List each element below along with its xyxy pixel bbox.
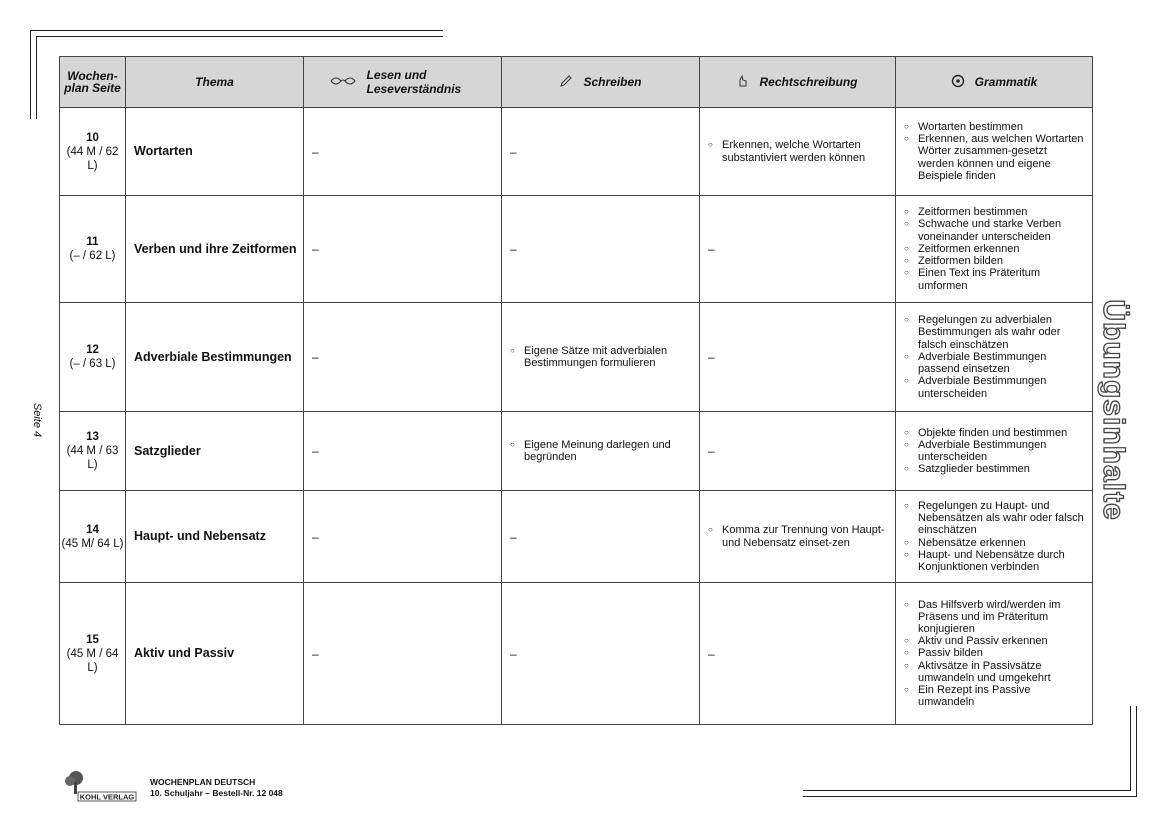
- bullet-list: [904, 119, 1086, 184]
- cell-recht: –: [700, 196, 896, 303]
- frame-line-left-inner: [36, 36, 37, 119]
- footer-order: 10. Schuljahr – Bestell-Nr. 12 048: [150, 788, 283, 798]
- bullet-item: ○ Nebensätze erkennen: [904, 537, 1086, 549]
- frame-line-bottom-inner: [803, 790, 1131, 791]
- cell-thema: Verben und ihre Zeitformen: [126, 196, 304, 303]
- page-ref: (– / 62 L): [69, 250, 116, 262]
- bullet-item: ○ Wortarten bestimmen: [904, 121, 1086, 133]
- bullet-list: [708, 137, 889, 165]
- lesson-plan-table: [59, 56, 1093, 725]
- publisher-logo: [62, 770, 140, 802]
- cell-thema: Haupt- und Nebensatz: [126, 491, 304, 583]
- page-number: 11: [86, 236, 99, 248]
- frame-line-right-outer: [1136, 706, 1137, 797]
- cell-recht: [700, 108, 896, 196]
- cell-lesen: –: [304, 303, 502, 412]
- bullet-item: ○ Adverbiale Bestimmungen passend einsetzen: [904, 351, 1086, 375]
- bullet-item: ○ Komma zur Trennung von Haupt- und Nebensatz einset-zen: [708, 524, 889, 548]
- cell-recht: [700, 491, 896, 583]
- bullet-item: ○ Eigene Meinung darlegen und begründen: [510, 439, 693, 463]
- cell-recht: –: [700, 412, 896, 491]
- page-ref: (45 M/ 64 L): [61, 537, 124, 550]
- cell-seite: [60, 491, 126, 583]
- cell-thema: Satzglieder: [126, 412, 304, 491]
- bullet-item: ○ Adverbiale Bestimmungen unterscheiden: [904, 375, 1086, 399]
- frame-line-right-inner: [1130, 706, 1131, 791]
- page-ref: (44 M / 63 L): [66, 445, 119, 471]
- page-number: 10: [86, 131, 99, 144]
- bullet-item: ○ Aktivsätze in Passivsätze umwandeln und umgekehrt: [904, 660, 1086, 684]
- cell-gramm: [896, 108, 1093, 196]
- bullet-item: ○ Einen Text ins Präteritum umformen: [904, 267, 1086, 291]
- target-icon: [951, 74, 965, 91]
- cell-lesen: –: [304, 491, 502, 583]
- table-row: [60, 491, 1093, 583]
- bullet-list: [708, 522, 889, 550]
- bullet-list: [904, 498, 1086, 575]
- bullet-item: ○ Erkennen, aus welchen Wortarten Wörter zusammen-gesetzt werden können und eigene Beispiele finden: [904, 133, 1086, 182]
- bullet-item: ○ Schwache und starke Verben voneinander unterscheiden: [904, 218, 1086, 242]
- header-gramm: Grammatik: [896, 57, 1093, 108]
- cell-recht: –: [700, 303, 896, 412]
- bullet-item: ○ Regelungen zu adverbialen Bestimmungen als wahr oder falsch einschätzen: [904, 314, 1086, 351]
- cell-gramm: [896, 196, 1093, 303]
- cell-schreiben: –: [502, 108, 700, 196]
- cell-lesen: –: [304, 412, 502, 491]
- bullet-item: ○ Eigene Sätze mit adverbialen Bestimmungen formulieren: [510, 345, 693, 369]
- footer-title: WOCHENPLAN DEUTSCH: [150, 777, 256, 787]
- bullet-item: ○ Zeitformen bestimmen: [904, 206, 1086, 218]
- glasses-icon: [329, 74, 357, 91]
- frame-line-top-inner: [36, 36, 443, 37]
- bullet-item: ○ Erkennen, welche Wortarten substantiviert werden können: [708, 139, 889, 163]
- cell-seite: [60, 583, 126, 725]
- table-row: [60, 108, 1093, 196]
- cell-gramm: [896, 583, 1093, 725]
- frame-line-left-outer: [30, 30, 31, 119]
- bullet-item: ○ Satzglieder bestimmen: [904, 463, 1086, 475]
- cell-seite: [60, 303, 126, 412]
- cell-recht: –: [700, 583, 896, 725]
- page-ref: (45 M / 64 L): [66, 647, 119, 674]
- bullet-list: [904, 597, 1086, 711]
- cell-schreiben: [502, 303, 700, 412]
- bullet-list: [904, 425, 1086, 478]
- header-recht: Rechtschreibung: [700, 57, 896, 108]
- cell-lesen: –: [304, 108, 502, 196]
- publisher-name: KOHL VERLAG: [79, 792, 135, 802]
- cell-lesen: –: [304, 583, 502, 725]
- bullet-list: [510, 343, 693, 371]
- frame-line-top-outer: [30, 30, 443, 31]
- header-seite: Wochen-plan Seite: [60, 57, 126, 108]
- bullet-list: [904, 312, 1086, 401]
- bullet-list: [904, 204, 1086, 293]
- cell-thema: Adverbiale Bestimmungen: [126, 303, 304, 412]
- hand-icon: [737, 74, 749, 91]
- cell-schreiben: [502, 412, 700, 491]
- bullet-item: ○ Zeitformen erkennen: [904, 243, 1086, 255]
- page-number: 14: [86, 523, 99, 536]
- header-thema: Thema: [126, 57, 304, 108]
- table-row: [60, 196, 1093, 303]
- header-schreiben: Schreiben: [502, 57, 700, 108]
- page-ref: (44 M / 62 L): [66, 145, 119, 172]
- cell-schreiben: –: [502, 491, 700, 583]
- page-number: 13: [86, 431, 99, 443]
- bullet-item: ○ Zeitformen bilden: [904, 255, 1086, 267]
- cell-lesen: –: [304, 196, 502, 303]
- bullet-item: ○ Ein Rezept ins Passive umwandeln: [904, 684, 1086, 708]
- footer-text: [150, 777, 283, 799]
- cell-thema: Aktiv und Passiv: [126, 583, 304, 725]
- bullet-item: ○ Regelungen zu Haupt- und Nebensätzen als wahr oder falsch einschätzen: [904, 500, 1086, 537]
- page-number: 15: [86, 633, 99, 646]
- cell-thema: Wortarten: [126, 108, 304, 196]
- table-row: [60, 412, 1093, 491]
- cell-gramm: [896, 412, 1093, 491]
- cell-gramm: [896, 491, 1093, 583]
- header-lesen: Lesen und Leseverständnis: [304, 57, 502, 108]
- cell-seite: [60, 412, 126, 491]
- bullet-item: ○ Objekte finden und bestimmen: [904, 427, 1086, 439]
- bullet-item: ○ Adverbiale Bestimmungen unterscheiden: [904, 439, 1086, 463]
- cell-seite: [60, 196, 126, 303]
- page-number-label: Seite 4: [31, 402, 44, 438]
- bullet-item: ○ Passiv bilden: [904, 647, 1086, 659]
- cell-seite: [60, 108, 126, 196]
- bullet-item: ○ Das Hilfsverb wird/werden im Präsens und im Präteritum konjugieren: [904, 599, 1086, 636]
- cell-schreiben: –: [502, 583, 700, 725]
- table-row: [60, 583, 1093, 725]
- bullet-item: ○ Aktiv und Passiv erkennen: [904, 635, 1086, 647]
- section-title: Übungsinhalte: [1097, 299, 1130, 521]
- bullet-list: [510, 437, 693, 465]
- bullet-item: ○ Haupt- und Nebensätze durch Konjunktionen verbinden: [904, 549, 1086, 573]
- table-header-row: [60, 57, 1093, 108]
- cell-schreiben: –: [502, 196, 700, 303]
- pencil-icon: [559, 74, 573, 91]
- cell-gramm: [896, 303, 1093, 412]
- frame-line-bottom-outer: [803, 796, 1137, 797]
- page-ref: (– / 63 L): [69, 358, 116, 370]
- table-row: [60, 303, 1093, 412]
- page-number: 12: [86, 344, 99, 356]
